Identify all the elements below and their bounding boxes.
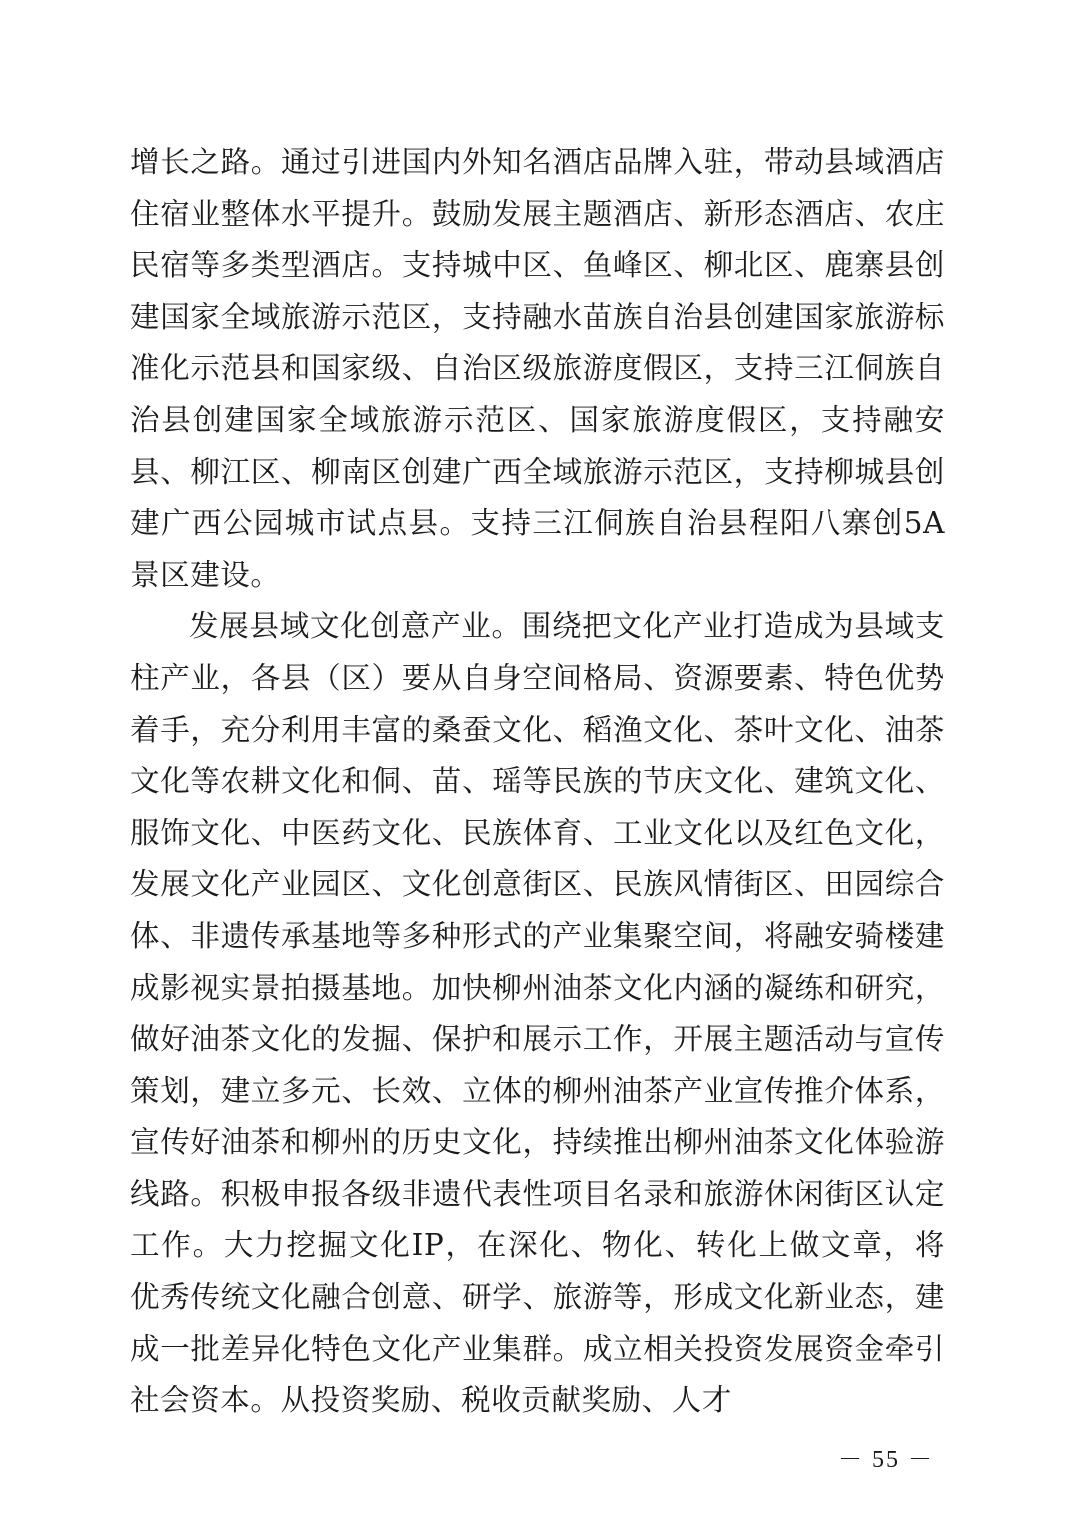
page-number: － 55 － <box>838 1447 934 1473</box>
paragraph-1: 增长之路。通过引进国内外知名酒店品牌入驻，带动县域酒店住宿业整体水平提升。鼓励发展主题酒店、新形态酒店、农庄民宿等多类型酒店。支持城中区、鱼峰区、柳北区、鹿寨县创建国家全域旅游示范区，支持融水苗族自治县创建国家旅游标准化示范县和国家级、自治区级旅游度假区，支持三江侗族自治县创建国家全域旅游示范区、国家旅游度假区，支持融安县、柳江区、柳南区创建广西全域旅游示范区，支持柳城县创建广西公园城市试点县。支持三江侗族自治县程阳八寨创5A景区建设。 <box>130 145 945 592</box>
paragraph-2: 发展县域文化创意产业。围绕把文化产业打造成为县域支柱产业，各县（区）要从自身空间格局、资源要素、特色优势着手，充分利用丰富的桑蚕文化、稻渔文化、茶叶文化、油茶文化等农耕文化和侗、苗、瑶等民族的节庆文化、建筑文化、服饰文化、中医药文化、民族体育、工业文化以及红色文化，发展文化产业园区、文化创意街区、民族风情街区、田园综合体、非遗传承基地等多种形式的产业集聚空间，将融安骑楼建成影视实景拍摄基地。加快柳州油茶文化内涵的凝练和研究，做好油茶文化的发掘、保护和展示工作，开展主题活动与宣传策划，建立多元、长效、立体的柳州油茶产业宣传推介体系，宣传好油茶和柳州的历史文化，持续推出柳州油茶文化体验游线路。积极申报各级非遗代表性项目名录和旅游休闲街区认定工作。大力挖掘文化IP，在深化、物化、转化上做文章，将优秀传统文化融合创意、研学、旅游等，形成文化新业态，建成一批差异化特色文化产业集群。成立相关投资发展资金牵引社会资本。从投资奖励、税收贡献奖励、人才 <box>130 609 945 1418</box>
document-body <box>130 137 945 1427</box>
